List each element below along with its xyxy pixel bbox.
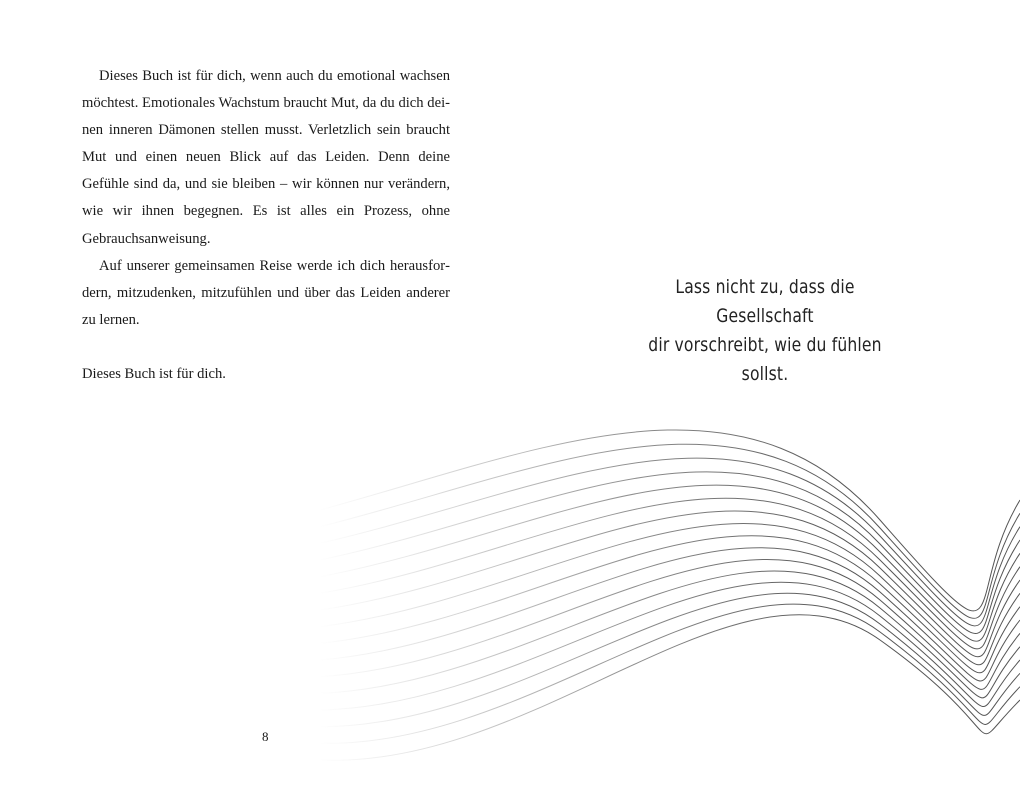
wave-lines-illustration — [320, 400, 1020, 812]
wave-line — [320, 524, 1020, 665]
quote-line-2: dir vorschreibt, wie du fühlen sollst. — [648, 334, 882, 385]
wave-line — [320, 430, 1020, 611]
wave-line — [320, 604, 1020, 743]
paragraph-2: Auf unserer gemeinsamen Reise werde ich dich herausfordern, mitzudenken, mitzufühlen und über das Leiden anderer zu lernen. — [82, 257, 450, 328]
body-text — [82, 63, 450, 388]
wave-line — [320, 444, 1020, 618]
wave-line — [320, 548, 1020, 681]
wave-line — [320, 458, 1020, 626]
closing-line: Dieses Buch ist für dich. — [82, 365, 226, 382]
quote-line-1: Lass nicht zu, dass die Gesellschaft — [675, 276, 855, 327]
pull-quote — [630, 273, 901, 389]
page-number: 8 — [262, 729, 269, 744]
wave-line — [320, 615, 1020, 761]
paragraph-1: Dieses Buch ist für dich, wenn auch du emotional wachsen möchtest. Emotionales Wachstum braucht Mut, da du dich deinen inneren Dämonen stellen musst. Verletzlich sein braucht Mut und einen neuen Blick auf das Leiden. Denn deine Gefühle sind da, und sie bleiben – wir können nur verändern, wie wir ihnen begegnen. Es ist alles ein Prozess, ohne Gebrauchsanweisung. — [82, 68, 450, 247]
wave-line — [320, 485, 1020, 641]
wave-line — [320, 582, 1020, 710]
